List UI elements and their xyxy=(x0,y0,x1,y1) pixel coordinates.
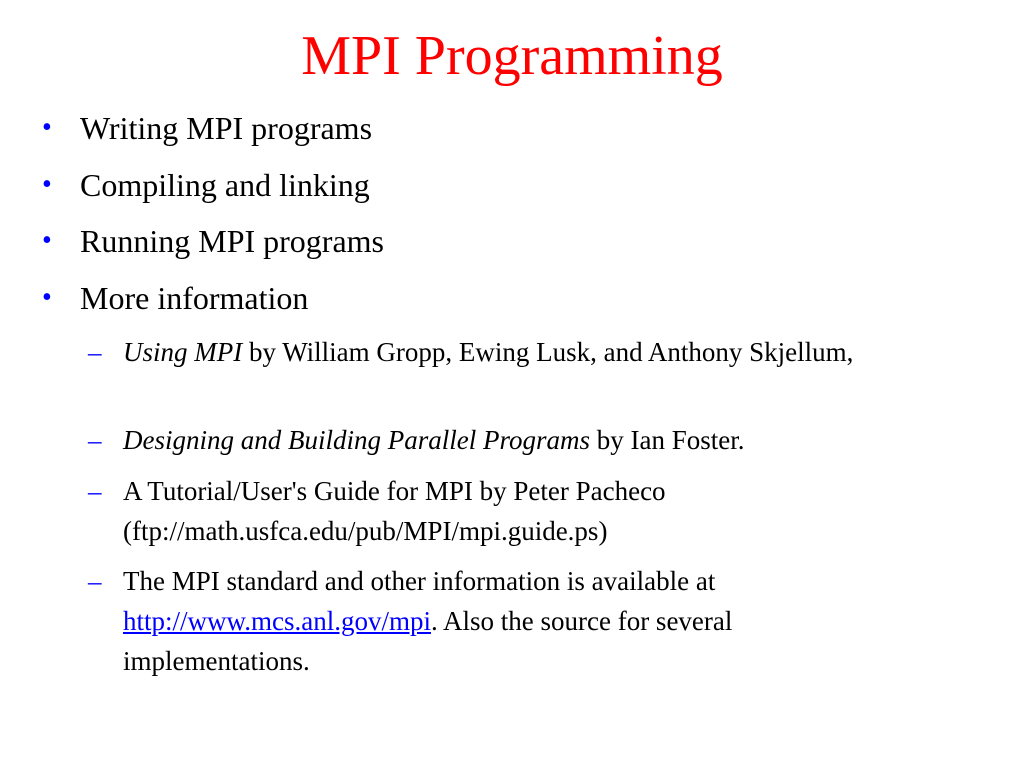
bullet-icon: • xyxy=(42,282,52,313)
sub-item-text xyxy=(123,332,918,372)
bullet-icon: • xyxy=(42,112,52,143)
bullet-text: Compiling and linking xyxy=(80,167,370,203)
book-authors: by Ian Foster. xyxy=(590,425,745,455)
bullet-text: Writing MPI programs xyxy=(80,110,373,146)
bullet-icon: • xyxy=(42,225,52,256)
sub-item-tutorial xyxy=(88,471,918,551)
book-title: Designing and Building Parallel Programs xyxy=(123,425,590,455)
bullet-text: More information xyxy=(80,280,309,316)
sub-item-mpi-standard xyxy=(88,561,918,681)
dash-icon: – xyxy=(88,337,102,367)
bullet-icon: • xyxy=(42,169,52,200)
bullet-text: Running MPI programs xyxy=(80,223,384,259)
book-authors: by William Gropp, Ewing Lusk, and Anthony Skjellum, xyxy=(242,337,854,367)
slide-title: MPI Programming xyxy=(301,25,723,87)
sub-item-designing xyxy=(88,420,918,460)
sub-item-text xyxy=(123,561,918,681)
dash-icon: – xyxy=(88,425,102,455)
dash-icon: – xyxy=(88,566,102,596)
dash-icon: – xyxy=(88,476,102,506)
sub-item-text-after: . Also the source for several implementations. xyxy=(123,606,733,676)
mpi-website-link[interactable]: http://www.mcs.anl.gov/mpi xyxy=(123,606,431,636)
book-title: Using MPI xyxy=(123,337,243,367)
sub-item-text-before: The MPI standard and other information is available at xyxy=(123,566,716,596)
sub-item-text xyxy=(123,420,918,460)
sub-item-text: A Tutorial/User's Guide for MPI by Peter Pacheco (ftp://math.usfca.edu/pub/MPI/mpi.guide.ps) xyxy=(123,476,666,546)
sub-item-using-mpi xyxy=(88,332,918,372)
